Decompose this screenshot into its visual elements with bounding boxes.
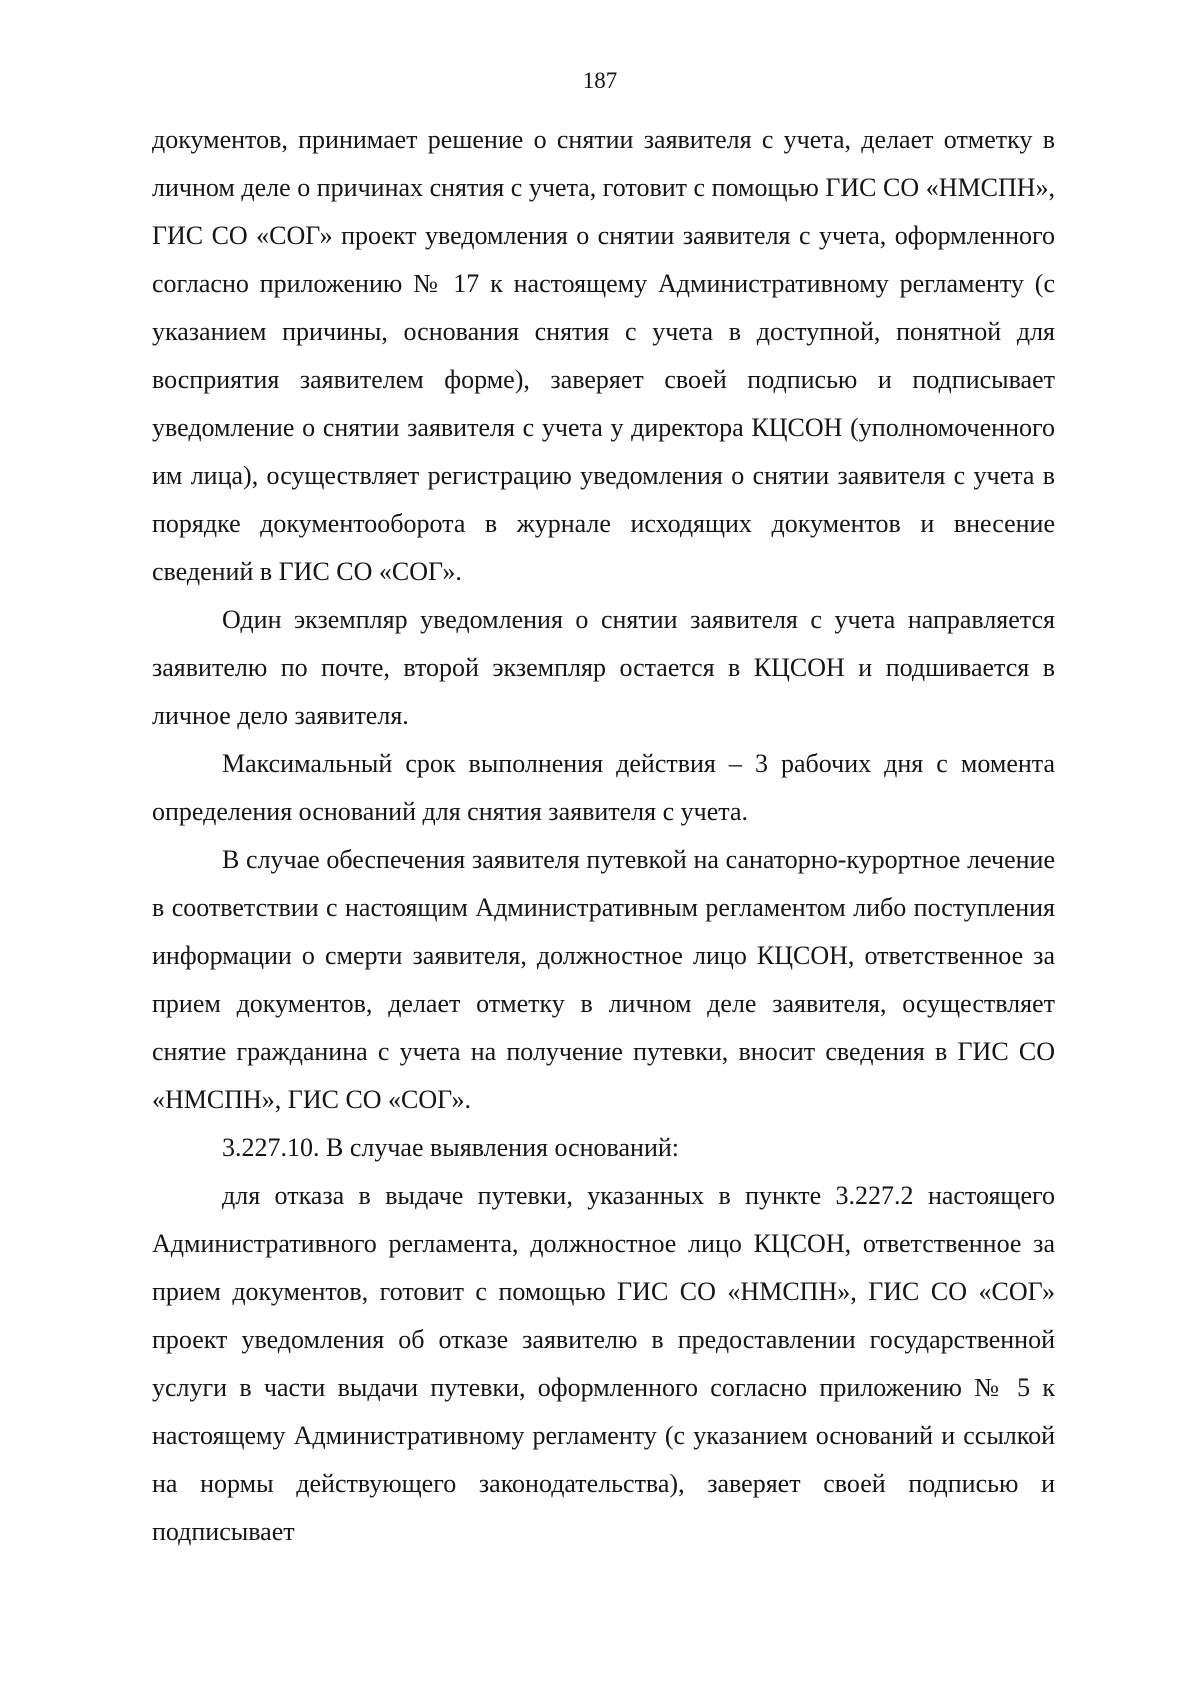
page-number: 187 (582, 68, 618, 93)
paragraph-continuation: документов, принимает решение о снятии заявителя с учета, делает отметку в личном деле о причинах снятия с учета, готовит с помощью ГИС СО «НМСПН», ГИС СО «СОГ» проект уведомления о снятии заявителя с учета, оформленного согласно приложению № 17 к настоящему Административному регламенту (с указанием причины, основания снятия с учета в доступной, понятной для восприятия заявителем форме), заверяет своей подписью и подписывает уведомление о снятии заявителя с учета у директора КЦСОН (уполномоченного им лица), осуществляет регистрацию уведомления о снятии заявителя с учета в порядке документооборота в журнале исходящих документов и внесение сведений в ГИС СО «СОГ». (152, 125, 1055, 586)
paragraph-max-term: Максимальный срок выполнения действия – 3 рабочих дня с момента определения оснований для снятия заявителя с учета. (152, 749, 1055, 826)
paragraph-refusal-grounds: для отказа в выдаче путевки, указанных в пункте 3.227.2 настоящего Административного регламента, должностное лицо КЦСОН, ответственное за прием документов, готовит с помощью ГИС СО «НМСПН», ГИС СО «СОГ» проект уведомления об отказе заявителю в предоставлении государственной услуги в части выдачи путевки, оформленного согласно приложению № 5 к настоящему Административному регламенту (с указанием оснований и ссылкой на нормы действующего законодательства), заверяет своей подписью и подписывает (152, 1181, 1055, 1546)
document-body (152, 116, 1055, 1556)
paragraph-copy-sent: Один экземпляр уведомления о снятии заявителя с учета направляется заявителю по почте, второй экземпляр остается в КЦСОН и подшивается в личное дело заявителя. (152, 605, 1055, 730)
paragraph-voucher-case: В случае обеспечения заявителя путевкой на санаторно-курортное лечение в соответствии с настоящим Административным регламентом либо поступления информации о смерти заявителя, должностное лицо КЦСОН, ответственное за прием документов, делает отметку в личном деле заявителя, осуществляет снятие гражданина с учета на получение путевки, вносит сведения в ГИС СО «НМСПН», ГИС СО «СОГ». (152, 845, 1055, 1114)
paragraph-clause-heading: 3.227.10. В случае выявления оснований: (222, 1133, 679, 1162)
